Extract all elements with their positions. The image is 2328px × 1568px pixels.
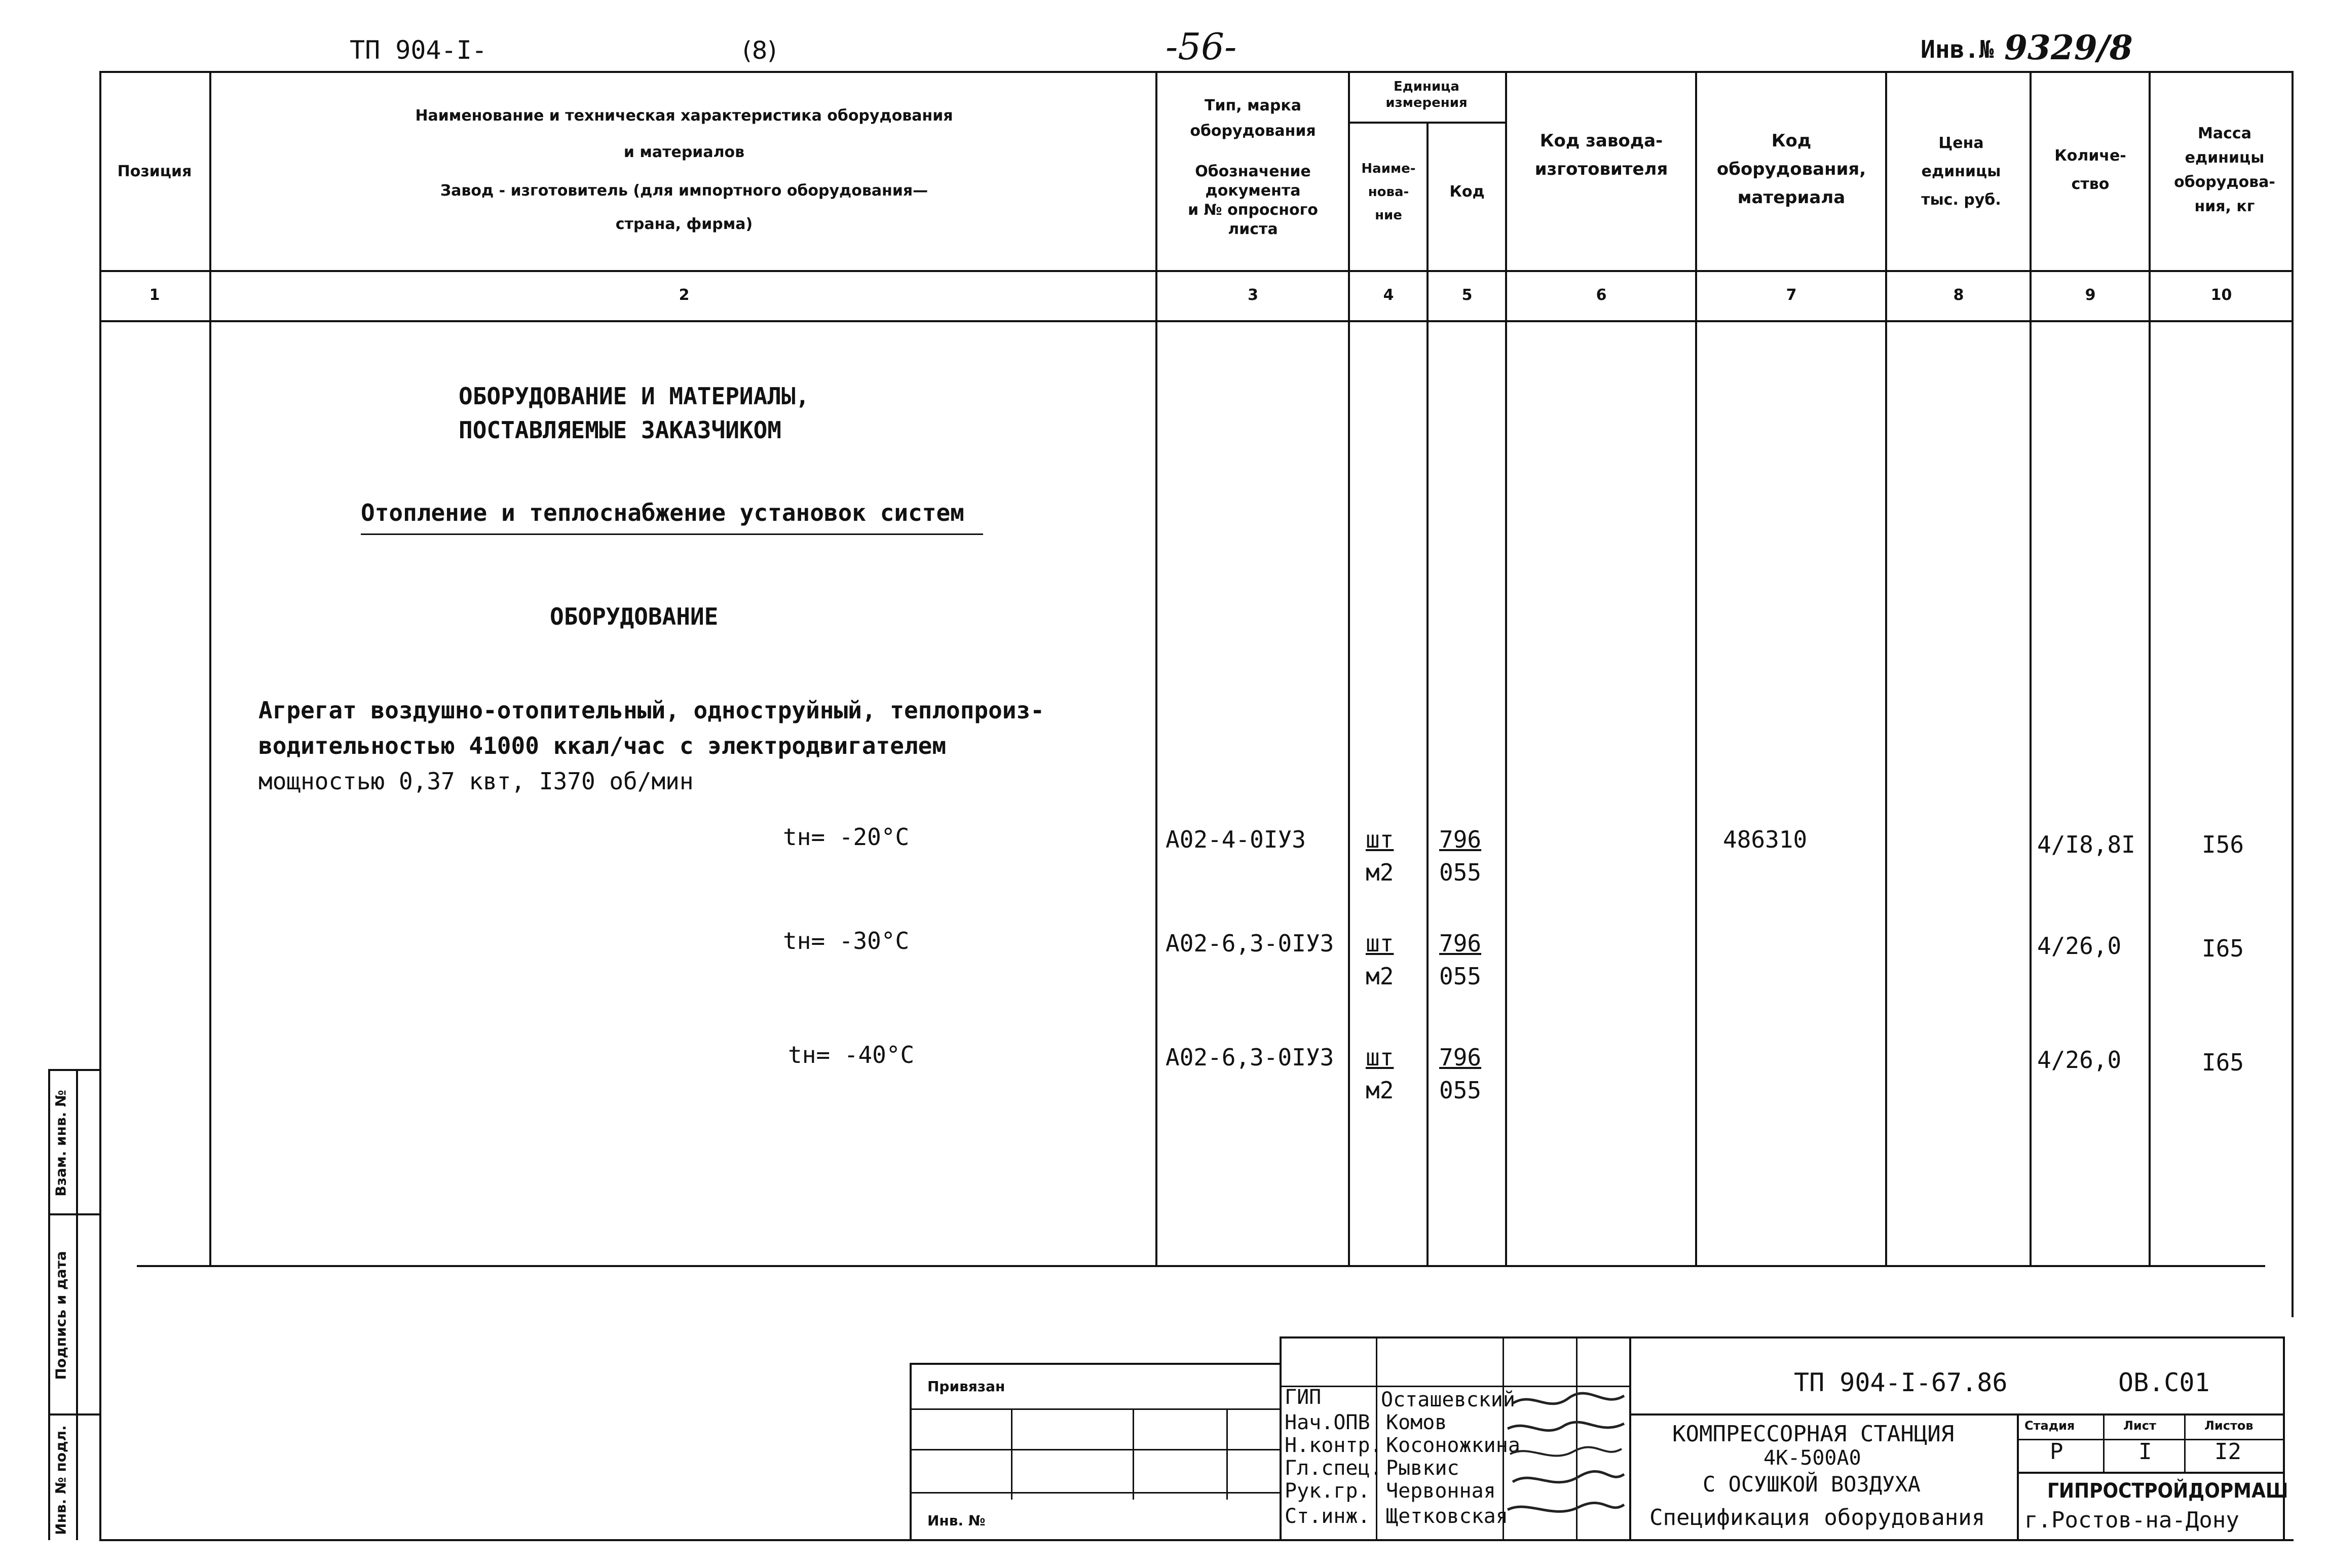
bottom-edge — [99, 1539, 2294, 1541]
frame-top — [99, 71, 2294, 73]
sheet-label: Лист — [2123, 1419, 2156, 1433]
row-equip-code: 486310 — [1723, 826, 1808, 853]
tb-line — [2017, 1413, 2019, 1539]
role-label: ГИП — [1285, 1386, 1322, 1409]
doc-code: ТП 904-I-67.86 — [1794, 1368, 2008, 1397]
row-type: А02-4-0IУ3 — [1166, 826, 1306, 853]
title-line-3: С ОСУШКОЙ ВОЗДУХА — [1703, 1472, 1921, 1497]
col-2-header-line4: страна, фирма) — [615, 215, 753, 233]
row-temperature: tн= -20°C — [783, 823, 910, 851]
col-num: 1 — [149, 286, 160, 304]
tb-line — [1226, 1408, 1228, 1500]
row-unit-1: шт — [1366, 826, 1394, 853]
role-name: Щетковская — [1386, 1505, 1508, 1528]
col-5-header: Код — [1449, 183, 1485, 201]
page-number: -56- — [1166, 25, 1237, 68]
tb-line — [910, 1449, 1280, 1450]
col-3-header-line4: документа — [1205, 182, 1301, 200]
row-mass: I65 — [2202, 935, 2244, 962]
role-label: Н.контр. — [1285, 1434, 1382, 1457]
tb-line — [2283, 1336, 2285, 1539]
inventory-label: Инв.№ — [1921, 35, 1994, 64]
col-10-header: Масса единицы оборудова-ния, кг — [2174, 125, 2275, 215]
title-line-2: 4К-500А0 — [1763, 1446, 1861, 1470]
tb-line — [910, 1363, 912, 1539]
row-code-2: 055 — [1439, 859, 1482, 886]
row-type: А02-6,3-0IУ3 — [1166, 1044, 1334, 1071]
col-2-header-line1: Наименование и техническая характеристика оборудования — [415, 107, 953, 125]
row-code-1: 796 — [1439, 930, 1482, 957]
col-divider — [2030, 71, 2032, 1265]
side-original-inv: Инв. № подл. — [52, 1425, 69, 1535]
sheet-index: (8) — [742, 36, 777, 65]
col-2-header-line2: и материалов — [623, 143, 745, 161]
col-divider — [2149, 71, 2151, 1265]
tb-line — [1280, 1336, 2283, 1338]
role-name: Осташевский — [1381, 1388, 1515, 1411]
org-name: ГИПРОСТРОЙДОРМАШ — [2047, 1479, 2288, 1503]
row-unit-2: м2 — [1366, 963, 1394, 990]
row-code-2: 055 — [1439, 963, 1482, 990]
tb-line — [1280, 1336, 1282, 1539]
table-bottom — [137, 1265, 2265, 1267]
col-divider — [1885, 71, 1887, 1265]
tb-line — [910, 1363, 1280, 1365]
row-unit-2: м2 — [1366, 1077, 1394, 1104]
side-stamp-line — [48, 1213, 101, 1215]
sheets-value: I2 — [2214, 1439, 2241, 1465]
signatures-graphic — [1503, 1388, 1629, 1540]
tb-line — [1629, 1336, 1631, 1539]
item-desc-line2: водительностью 41000 ккал/час с электродвигателем — [258, 732, 947, 759]
item-desc-line3: мощностью 0,37 квт, I370 об/мин — [258, 768, 694, 795]
unit-group-sep — [1348, 122, 1505, 124]
group-title: ОБОРУДОВАНИЕ — [550, 603, 719, 630]
tb-line — [910, 1492, 1280, 1494]
section-title-1: ОБОРУДОВАНИЕ И МАТЕРИАЛЫ, — [459, 383, 810, 410]
col-divider — [1426, 122, 1429, 1265]
frame-right — [2292, 71, 2294, 1317]
subsection-underline — [361, 533, 983, 535]
side-replaces-inv: Взам. инв. № — [52, 1090, 69, 1197]
title-line-1: КОМПРЕССОРНАЯ СТАНЦИЯ — [1672, 1421, 1955, 1447]
col-6-header: Код завода-изготовителя — [1534, 131, 1668, 179]
row-mass: I56 — [2202, 831, 2244, 858]
row-quantity: 4/I8,8I — [2037, 831, 2135, 858]
doc-mark: ОВ.С01 — [2118, 1368, 2210, 1397]
col-3-header-line5: и № опросного — [1188, 201, 1318, 219]
side-stamp-line — [48, 1069, 101, 1071]
col-3-header-line2: оборудования — [1190, 122, 1316, 140]
col-num: 9 — [2085, 286, 2096, 304]
row-code-1: 796 — [1439, 826, 1482, 853]
col-num: 10 — [2210, 286, 2232, 304]
role-label: Рук.гр. — [1285, 1479, 1370, 1503]
col-3-header-line1: Тип, марка — [1205, 97, 1301, 114]
col-num: 5 — [1461, 286, 1473, 304]
col-3-header-line6: листа — [1228, 220, 1278, 238]
tb-line — [1011, 1408, 1012, 1500]
tb-line — [1133, 1408, 1134, 1500]
col-2-header-line3: Завод - изготовитель (для импортного оборудования— — [440, 182, 928, 200]
sheet-value: I — [2138, 1439, 2152, 1465]
tb-line — [2184, 1413, 2186, 1472]
attached-label: Привязан — [927, 1378, 1005, 1395]
inv-no-label: Инв. № — [927, 1512, 986, 1529]
row-unit-1: шт — [1366, 930, 1394, 957]
row-type: А02-6,3-0IУ3 — [1166, 930, 1334, 957]
col-num: 7 — [1786, 286, 1797, 304]
header-sep — [99, 270, 2294, 272]
col-num: 4 — [1383, 286, 1394, 304]
role-label: Ст.инж. — [1285, 1505, 1370, 1528]
unit-group-header: Единица измерения — [1385, 79, 1468, 110]
side-stamp-edge — [76, 1069, 78, 1540]
col-1-header: Позиция — [117, 163, 192, 180]
col-num: 2 — [679, 286, 690, 304]
col-num: 3 — [1248, 286, 1258, 304]
role-label: Гл.спец. — [1285, 1457, 1382, 1480]
side-signature-date: Подпись и дата — [52, 1251, 69, 1380]
col-divider — [1155, 71, 1157, 1265]
col-8-header: Цена единицы тыс. руб. — [1921, 134, 2001, 209]
sheets-label: Листов — [2204, 1419, 2254, 1433]
side-stamp-edge — [48, 1069, 50, 1540]
col-divider — [209, 71, 211, 1265]
row-unit-1: шт — [1366, 1044, 1394, 1071]
stage-value: Р — [2050, 1439, 2063, 1465]
col-divider — [1695, 71, 1697, 1265]
role-name: Косоножкина — [1386, 1434, 1520, 1457]
inventory-number: 9329/8 — [2004, 28, 2133, 67]
role-name: Комов — [1386, 1411, 1447, 1434]
tb-line — [2017, 1472, 2283, 1474]
row-unit-2: м2 — [1366, 859, 1394, 886]
role-name: Рывкис — [1386, 1457, 1459, 1480]
role-label: Нач.ОПВ — [1285, 1411, 1370, 1434]
stage-label: Стадия — [2024, 1419, 2075, 1433]
section-title-2: ПОСТАВЛЯЕМЫЕ ЗАКАЗЧИКОМ — [459, 416, 781, 444]
subsection-title: Отопление и теплоснабжение установок систем — [361, 499, 964, 526]
row-quantity: 4/26,0 — [2037, 932, 2122, 960]
col-4-header: Наиме-нова-ние — [1361, 161, 1416, 223]
project-code: ТП 904-I- — [350, 35, 487, 65]
tb-line — [1280, 1386, 1629, 1387]
row-code-1: 796 — [1439, 1044, 1482, 1071]
number-row-sep — [99, 320, 2294, 322]
row-temperature: tн= -30°C — [783, 927, 910, 954]
tb-line — [2103, 1413, 2105, 1472]
role-name: Червонная — [1386, 1479, 1496, 1503]
item-desc-line1: Агрегат воздушно-отопительный, одноструйный, теплопроиз- — [258, 697, 1044, 724]
col-num: 6 — [1596, 286, 1607, 304]
col-divider — [1505, 71, 1507, 1265]
title-line-4: Спецификация оборудования — [1649, 1505, 1985, 1531]
col-7-header: Код оборудования, материала — [1716, 131, 1866, 208]
row-code-2: 055 — [1439, 1077, 1482, 1104]
row-quantity: 4/26,0 — [2037, 1046, 2122, 1074]
col-3-header-line3: Обозначение — [1195, 163, 1311, 180]
org-city: г.Ростов-на-Дону — [2024, 1507, 2239, 1533]
row-mass: I65 — [2202, 1049, 2244, 1076]
col-divider — [1348, 71, 1350, 1265]
row-temperature: tн= -40°C — [788, 1041, 915, 1068]
col-9-header: Количе-ство — [2054, 147, 2126, 193]
col-num: 8 — [1953, 286, 1964, 304]
tb-line — [910, 1408, 1280, 1410]
